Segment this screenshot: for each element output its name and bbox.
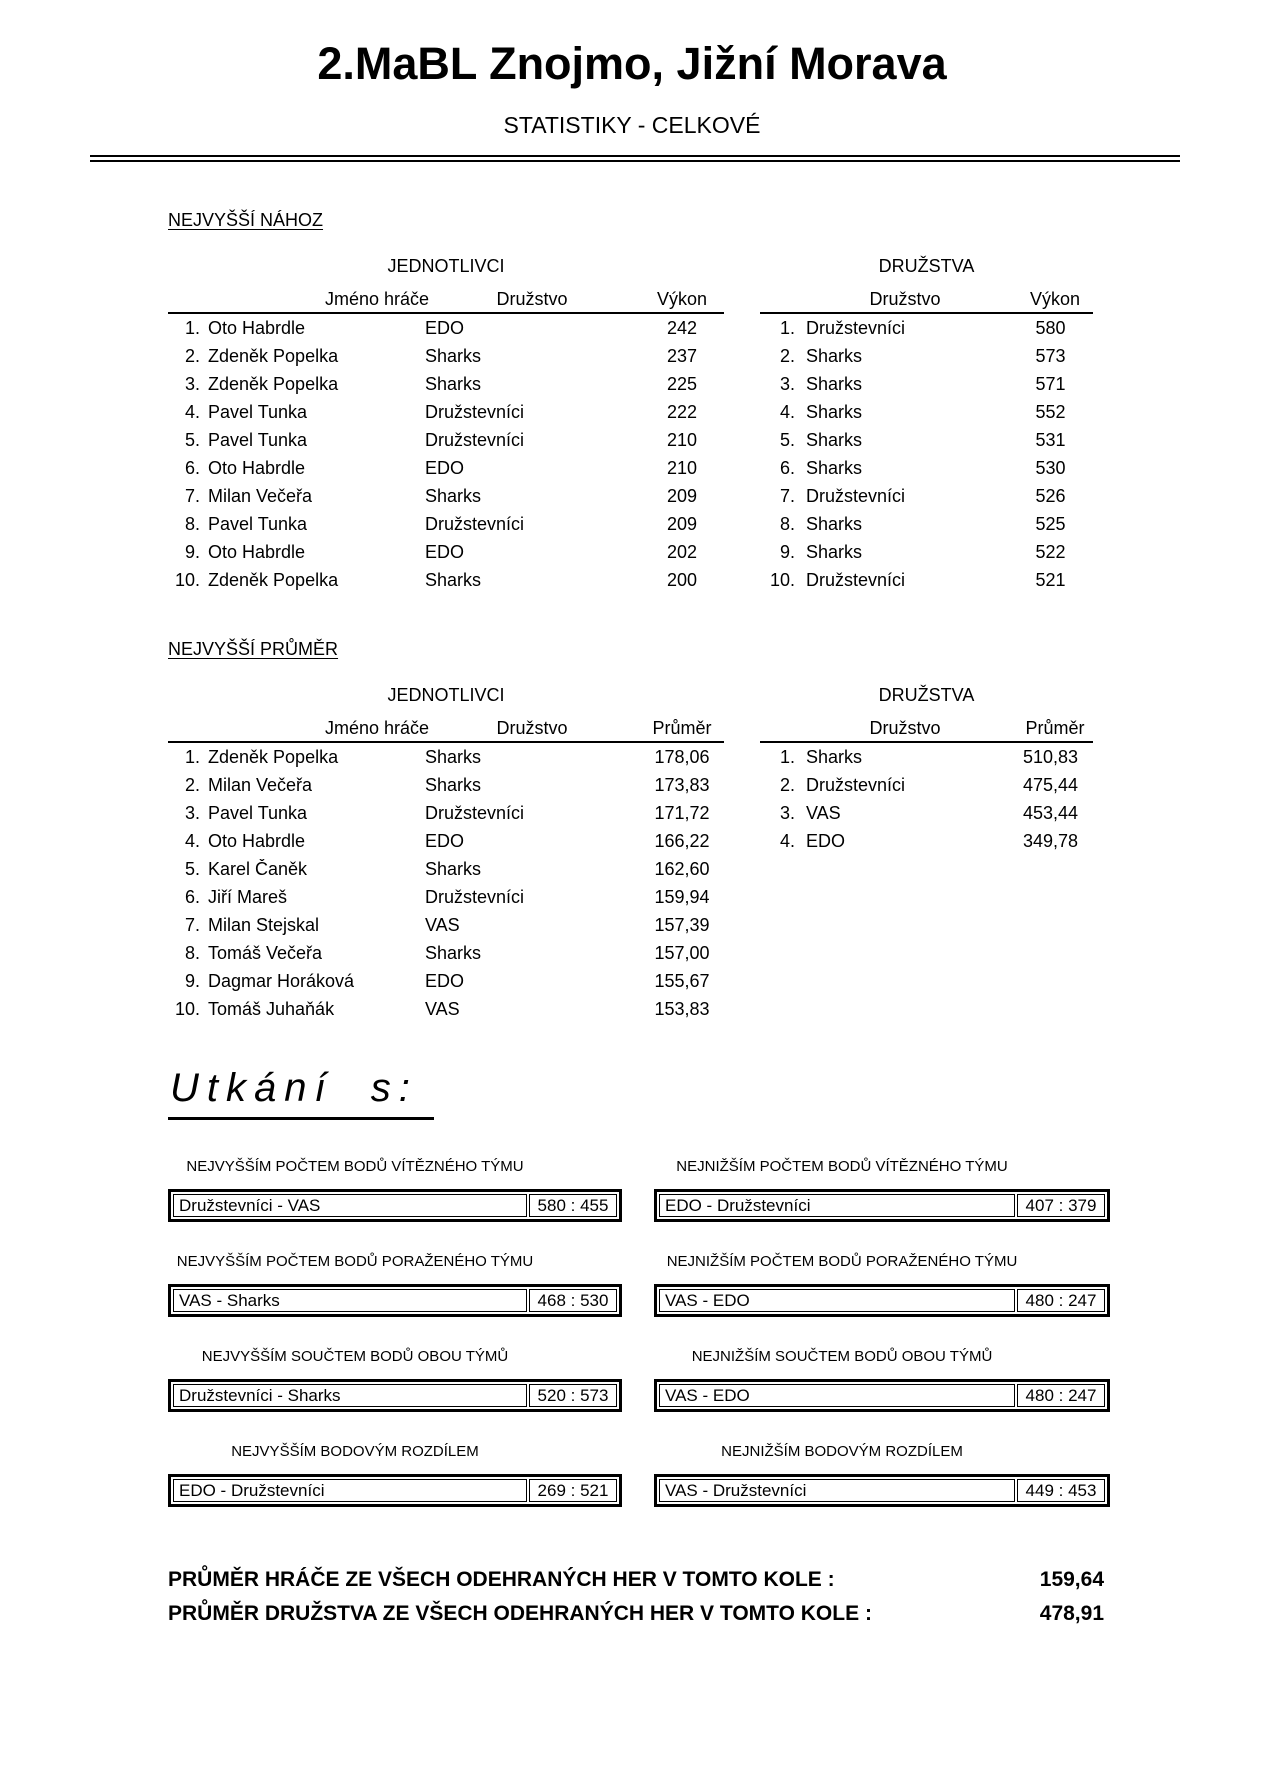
rank-cell: 4. — [779, 401, 795, 422]
match-score: 520 : 573 — [529, 1384, 617, 1407]
player-name: Tomáš Večeřa — [208, 942, 323, 963]
value-cell: 571 — [1035, 373, 1066, 394]
rank-cell: 10. — [769, 569, 795, 590]
table-body — [168, 743, 724, 1023]
player-name: Pavel Tunka — [208, 802, 308, 823]
rank-cell: 1. — [779, 746, 795, 767]
team-name: Sharks — [806, 345, 863, 366]
table-row — [168, 482, 724, 510]
match-teams: VAS - Družstevníci — [659, 1479, 1015, 1502]
match-teams: Družstevníci - Sharks — [173, 1384, 527, 1407]
table-row — [760, 566, 1093, 594]
team-name: Sharks — [425, 746, 482, 767]
team-name: Družstevníci — [806, 774, 906, 795]
player-name: Oto Habrdle — [208, 457, 306, 478]
match-stat-label: NEJVYŠŠÍM POČTEM BODŮ PORAŽENÉHO TÝMU — [176, 1253, 534, 1270]
rank-cell: 7. — [779, 485, 795, 506]
team-name: Družstevníci — [425, 886, 525, 907]
value-cell: 209 — [666, 485, 698, 506]
match-stat-label: NEJNIŽŠÍM BODOVÝM ROZDÍLEM — [721, 1443, 963, 1460]
rank-cell: 6. — [184, 457, 200, 478]
value-cell: 510,83 — [1022, 746, 1079, 767]
team-name: Sharks — [806, 457, 863, 478]
table-row — [168, 743, 724, 771]
tables-row — [168, 684, 1264, 1023]
table-header — [760, 289, 1093, 314]
value-cell: 525 — [1035, 513, 1066, 534]
team-name: EDO — [425, 830, 465, 851]
value-cell: 202 — [666, 541, 698, 562]
rank-cell: 2. — [779, 774, 795, 795]
value-cell: 237 — [666, 345, 698, 366]
rank-cell: 2. — [184, 774, 200, 795]
team-name: Družstevníci — [425, 802, 525, 823]
team-name: EDO — [425, 541, 465, 562]
match-stat — [168, 1348, 622, 1412]
match-stat-box — [654, 1284, 1110, 1317]
player-name: Tomáš Juhaňák — [208, 998, 335, 1019]
match-stat-box — [168, 1474, 622, 1507]
team-name: Družstevníci — [425, 401, 525, 422]
team-name: EDO — [425, 317, 465, 338]
match-score: 269 : 521 — [529, 1479, 617, 1502]
match-score: 468 : 530 — [529, 1289, 617, 1312]
team-name: Sharks — [806, 429, 863, 450]
team-name: Sharks — [425, 774, 482, 795]
match-teams: VAS - EDO — [659, 1384, 1015, 1407]
table-row — [168, 995, 724, 1023]
team-name: EDO — [806, 830, 846, 851]
summary-footer — [168, 1563, 1104, 1631]
rank-cell: 3. — [779, 802, 795, 823]
value-cell: 526 — [1035, 485, 1066, 506]
team-name: Družstevníci — [425, 429, 525, 450]
summary-line — [168, 1597, 1104, 1631]
table-body — [168, 314, 724, 594]
teams-table-highest-average — [760, 684, 1093, 855]
column-header-player: Jméno hráče — [324, 289, 430, 309]
table-title: DRUŽSTVA — [878, 256, 975, 276]
value-cell: 531 — [1035, 429, 1066, 450]
table-row — [168, 426, 724, 454]
rank-cell: 6. — [184, 886, 200, 907]
rank-cell: 6. — [779, 457, 795, 478]
column-header-value: Průměr — [652, 718, 712, 738]
rank-cell: 1. — [184, 746, 200, 767]
table-row — [760, 799, 1093, 827]
match-stat — [168, 1443, 622, 1507]
rank-cell: 5. — [184, 858, 200, 879]
section-highest-average — [168, 638, 1264, 1023]
match-stat-label: NEJNIŽŠÍM SOUČTEM BODŮ OBOU TÝMŮ — [691, 1348, 993, 1365]
team-name: VAS — [425, 998, 460, 1019]
table-row — [760, 510, 1093, 538]
rank-cell: 10. — [174, 569, 200, 590]
value-cell: 530 — [1035, 457, 1066, 478]
player-name: Pavel Tunka — [208, 513, 308, 534]
table-row — [168, 398, 724, 426]
table-header — [168, 289, 724, 314]
table-row — [760, 454, 1093, 482]
table-body — [760, 314, 1093, 594]
player-name: Milan Večeřa — [208, 485, 313, 506]
table-row — [168, 342, 724, 370]
match-teams: VAS - EDO — [659, 1289, 1015, 1312]
table-row — [760, 827, 1093, 855]
player-name: Oto Habrdle — [208, 541, 306, 562]
player-name: Dagmar Horáková — [208, 970, 355, 991]
rank-cell: 5. — [184, 429, 200, 450]
value-cell: 159,94 — [654, 886, 710, 907]
team-name: Družstevníci — [806, 485, 906, 506]
column-header-team: Družstvo — [869, 289, 941, 309]
match-stat — [654, 1158, 1110, 1222]
team-name: Sharks — [806, 541, 863, 562]
value-cell: 210 — [666, 429, 698, 450]
match-score: 480 : 247 — [1017, 1384, 1105, 1407]
match-stat-label: NEJVYŠŠÍM BODOVÝM ROZDÍLEM — [231, 1443, 479, 1460]
rank-cell: 1. — [184, 317, 200, 338]
player-name: Zdeněk Popelka — [208, 746, 339, 767]
table-row — [168, 370, 724, 398]
player-name: Pavel Tunka — [208, 429, 308, 450]
column-header-team: Družstvo — [496, 289, 568, 309]
rank-cell: 10. — [174, 998, 200, 1019]
table-row — [760, 314, 1093, 342]
table-body — [760, 743, 1093, 855]
table-row — [168, 566, 724, 594]
player-name: Oto Habrdle — [208, 830, 306, 851]
value-cell: 209 — [666, 513, 698, 534]
player-name: Pavel Tunka — [208, 401, 308, 422]
value-cell: 242 — [666, 317, 698, 338]
value-cell: 162,60 — [654, 858, 710, 879]
value-cell: 171,72 — [654, 802, 710, 823]
match-stat — [654, 1253, 1110, 1317]
team-name: Sharks — [425, 569, 482, 590]
team-name: Sharks — [425, 858, 482, 879]
player-name: Milan Večeřa — [208, 774, 313, 795]
table-row — [168, 454, 724, 482]
value-cell: 157,39 — [654, 914, 710, 935]
value-cell: 210 — [666, 457, 698, 478]
page-subtitle: STATISTIKY - CELKOVÉ — [503, 112, 761, 138]
team-name: Sharks — [425, 345, 482, 366]
column-header-player: Jméno hráče — [324, 718, 430, 738]
summary-value: 159,64 — [1039, 1568, 1104, 1591]
team-name: Sharks — [806, 513, 863, 534]
player-name: Jiří Mareš — [208, 886, 288, 907]
team-name: Sharks — [806, 373, 863, 394]
match-stat-box — [654, 1189, 1110, 1222]
match-score: 480 : 247 — [1017, 1289, 1105, 1312]
match-stat-label: NEJNIŽŠÍM POČTEM BODŮ VÍTĚZNÉHO TÝMU — [676, 1158, 1008, 1175]
match-stat-label: NEJVYŠŠÍM POČTEM BODŮ VÍTĚZNÉHO TÝMU — [186, 1158, 524, 1175]
table-row — [760, 482, 1093, 510]
player-name: Zdeněk Popelka — [208, 345, 339, 366]
table-row — [168, 314, 724, 342]
rank-cell: 1. — [779, 317, 795, 338]
individuals-table-highest-average — [168, 684, 724, 1023]
table-row — [760, 743, 1093, 771]
match-score: 449 : 453 — [1017, 1479, 1105, 1502]
section-heading: NEJVYŠŠÍ PRŮMĚR — [168, 639, 339, 659]
match-stat-label: NEJVYŠŠÍM SOUČTEM BODŮ OBOU TÝMŮ — [201, 1348, 509, 1365]
rank-cell: 8. — [184, 513, 200, 534]
match-stat-box — [168, 1284, 622, 1317]
match-stat — [654, 1348, 1110, 1412]
header-divider — [90, 155, 1180, 162]
table-row — [168, 911, 724, 939]
table-row — [168, 939, 724, 967]
value-cell: 222 — [666, 401, 698, 422]
rank-cell: 5. — [779, 429, 795, 450]
player-name: Karel Čaněk — [208, 858, 308, 879]
table-row — [760, 771, 1093, 799]
team-name: EDO — [425, 457, 465, 478]
rank-cell: 4. — [184, 830, 200, 851]
match-teams: EDO - Družstevníci — [173, 1479, 527, 1502]
column-header-value: Výkon — [1029, 289, 1081, 309]
match-stat — [168, 1158, 622, 1222]
table-row — [168, 799, 724, 827]
match-stat-box — [654, 1474, 1110, 1507]
table-row — [168, 771, 724, 799]
rank-cell: 8. — [779, 513, 795, 534]
individuals-table-highest-game — [168, 255, 724, 594]
match-stat-label: NEJNIŽŠÍM POČTEM BODŮ PORAŽENÉHO TÝMU — [666, 1253, 1018, 1270]
table-row — [168, 855, 724, 883]
team-name: Sharks — [806, 746, 863, 767]
rank-cell: 7. — [184, 914, 200, 935]
team-name: VAS — [425, 914, 460, 935]
table-title: JEDNOTLIVCI — [387, 685, 505, 705]
rank-cell: 9. — [184, 541, 200, 562]
team-name: Sharks — [806, 401, 863, 422]
value-cell: 475,44 — [1022, 774, 1079, 795]
value-cell: 200 — [666, 569, 698, 590]
summary-value: 478,91 — [1039, 1602, 1104, 1625]
player-name: Zdeněk Popelka — [208, 373, 339, 394]
rank-cell: 3. — [779, 373, 795, 394]
column-header-value: Výkon — [656, 289, 708, 309]
table-title: DRUŽSTVA — [878, 685, 975, 705]
table-row — [168, 510, 724, 538]
value-cell: 178,06 — [654, 746, 710, 767]
summary-label: PRŮMĚR DRUŽSTVA ZE VŠECH ODEHRANÝCH HER V TOMTO KOLE : — [168, 1602, 872, 1625]
value-cell: 155,67 — [654, 970, 710, 991]
table-row — [168, 967, 724, 995]
section-heading: NEJVYŠŠÍ NÁHOZ — [168, 210, 324, 230]
match-teams: Družstevníci - VAS — [173, 1194, 527, 1217]
table-row — [168, 883, 724, 911]
column-header-value: Průměr — [1025, 718, 1085, 738]
rank-cell: 2. — [184, 345, 200, 366]
player-name: Oto Habrdle — [208, 317, 306, 338]
table-row — [760, 426, 1093, 454]
team-name: Družstevníci — [425, 513, 525, 534]
teams-table-highest-game — [760, 255, 1093, 594]
team-name: Sharks — [425, 485, 482, 506]
match-stat-box — [654, 1379, 1110, 1412]
match-stat-box — [168, 1189, 622, 1222]
match-stats-grid — [168, 1158, 1110, 1507]
summary-line — [168, 1563, 1104, 1597]
value-cell: 580 — [1035, 317, 1066, 338]
value-cell: 552 — [1035, 401, 1066, 422]
team-name: Družstevníci — [806, 317, 906, 338]
match-stat — [168, 1253, 622, 1317]
rank-cell: 8. — [184, 942, 200, 963]
table-row — [168, 827, 724, 855]
column-header-team: Družstvo — [869, 718, 941, 738]
table-row — [168, 538, 724, 566]
column-header-team: Družstvo — [496, 718, 568, 738]
table-title: JEDNOTLIVCI — [387, 256, 505, 276]
match-score: 580 : 455 — [529, 1194, 617, 1217]
summary-label: PRŮMĚR HRÁČE ZE VŠECH ODEHRANÝCH HER V TOMTO KOLE : — [168, 1568, 835, 1591]
rank-cell: 3. — [184, 373, 200, 394]
table-row — [760, 538, 1093, 566]
table-header — [760, 718, 1093, 743]
value-cell: 522 — [1035, 541, 1066, 562]
matches-heading: Utkání s: — [168, 1066, 434, 1120]
page-title: 2.MaBL Znojmo, Jižní Morava — [317, 38, 947, 89]
value-cell: 349,78 — [1022, 830, 1079, 851]
value-cell: 521 — [1035, 569, 1066, 590]
matches-heading-wrap — [168, 1066, 1264, 1120]
match-teams: VAS - Sharks — [173, 1289, 527, 1312]
tables-row — [168, 255, 1264, 594]
match-score: 407 : 379 — [1017, 1194, 1105, 1217]
player-name: Milan Stejskal — [208, 914, 320, 935]
rank-cell: 4. — [184, 401, 200, 422]
value-cell: 225 — [666, 373, 698, 394]
match-stat — [654, 1443, 1110, 1507]
team-name: Sharks — [425, 373, 482, 394]
value-cell: 573 — [1035, 345, 1066, 366]
team-name: Družstevníci — [806, 569, 906, 590]
section-highest-game — [168, 209, 1264, 594]
rank-cell: 4. — [779, 830, 795, 851]
team-name: VAS — [806, 802, 841, 823]
match-stat-box — [168, 1379, 622, 1412]
value-cell: 166,22 — [654, 830, 710, 851]
team-name: Sharks — [425, 942, 482, 963]
value-cell: 153,83 — [654, 998, 710, 1019]
rank-cell: 9. — [779, 541, 795, 562]
rank-cell: 9. — [184, 970, 200, 991]
rank-cell: 3. — [184, 802, 200, 823]
value-cell: 453,44 — [1022, 802, 1079, 823]
rank-cell: 7. — [184, 485, 200, 506]
table-row — [760, 398, 1093, 426]
value-cell: 173,83 — [654, 774, 710, 795]
table-row — [760, 342, 1093, 370]
match-teams: EDO - Družstevníci — [659, 1194, 1015, 1217]
rank-cell: 2. — [779, 345, 795, 366]
table-header — [168, 718, 724, 743]
value-cell: 157,00 — [654, 942, 710, 963]
team-name: EDO — [425, 970, 465, 991]
table-row — [760, 370, 1093, 398]
player-name: Zdeněk Popelka — [208, 569, 339, 590]
